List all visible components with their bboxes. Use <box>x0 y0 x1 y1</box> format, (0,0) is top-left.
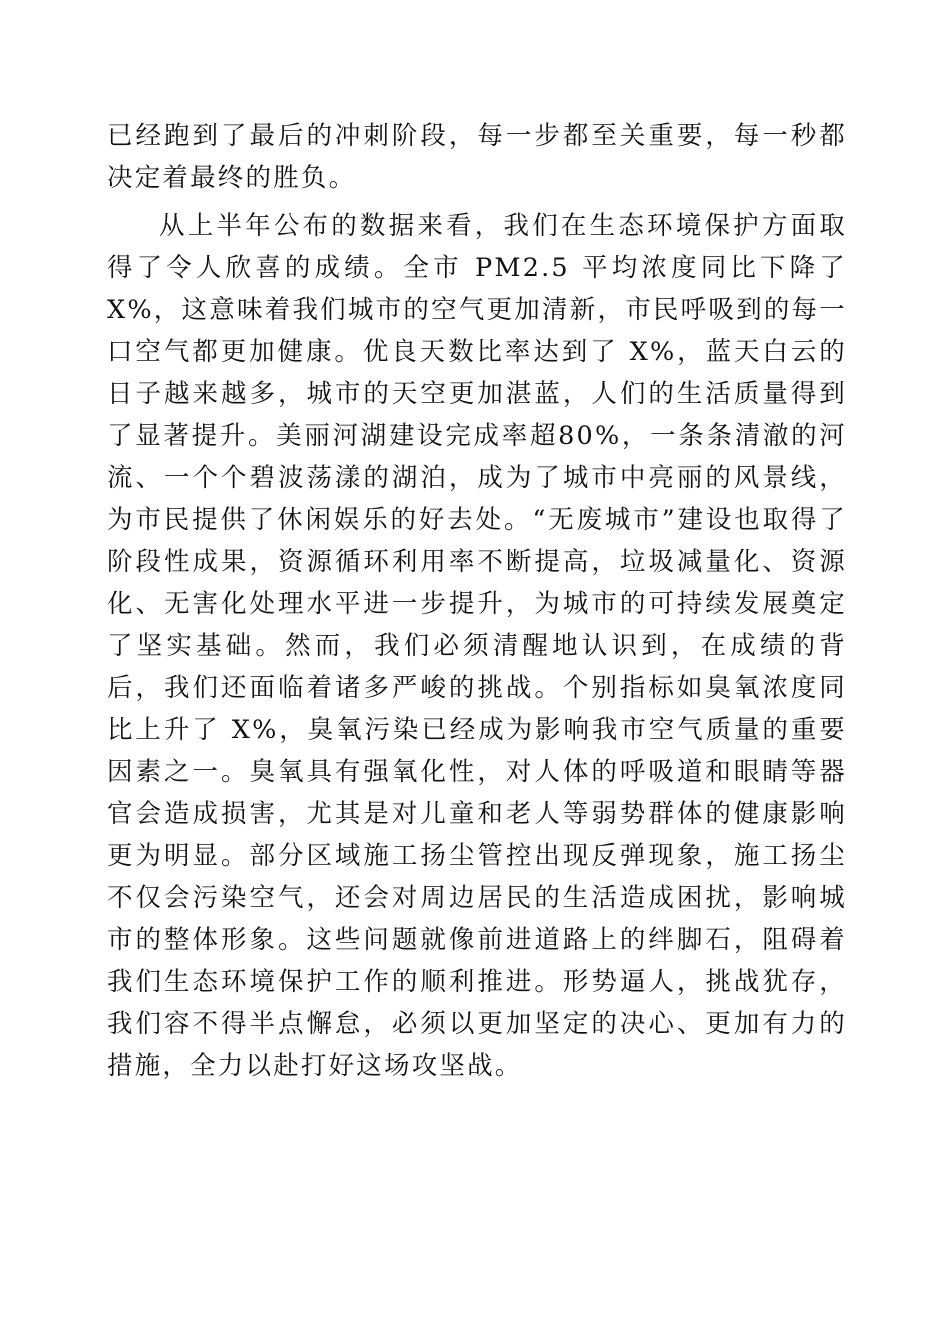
paragraph-environment-report: 从上半年公布的数据来看，我们在生态环境保护方面取得了令人欣喜的成绩。全市 PM2.5 平均浓度同比下降了 X%，这意味着我们城市的空气更加清新，市民呼吸到的每一口空气都更加健康。优良天数比率达到了 X%，蓝天白云的日子越来越多，城市的天空更加湛蓝，人们的生活质量得到了显著提升。美丽河湖建设完成率超80%，一条条清澈的河流、一个个碧波荡漾的湖泊，成为了城市中亮丽的风景线，为市民提供了休闲娱乐的好去处。“无废城市”建设也取得了阶段性成果，资源循环利用率不断提高，垃圾减量化、资源化、无害化处理水平进一步提升，为城市的可持续发展奠定了坚实基础。然而，我们必须清醒地认识到，在成绩的背后，我们还面临着诸多严峻的挑战。个别指标如臭氧浓度同比上升了 X%，臭氧污染已经成为影响我市空气质量的重要因素之一。臭氧具有强氧化性，对人体的呼吸道和眼睛等器官会造成损害，尤其是对儿童和老人等弱势群体的健康影响更为明显。部分区域施工扬尘管控出现反弹现象，施工扬尘不仅会污染空气，还会对周边居民的生活造成困扰，影响城市的整体形象。这些问题就像前进道路上的绊脚石，阻碍着我们生态环境保护工作的顺利推进。形势逼人，挑战犹存，我们容不得半点懈怠，必须以更加坚定的决心、更加有力的措施，全力以赴打好这场攻坚战。 <box>107 211 847 1081</box>
paragraph-intro: 已经跑到了最后的冲刺阶段，每一步都至关重要，每一秒都决定着最终的胜负。 <box>107 121 847 193</box>
document-page <box>107 115 847 1087</box>
